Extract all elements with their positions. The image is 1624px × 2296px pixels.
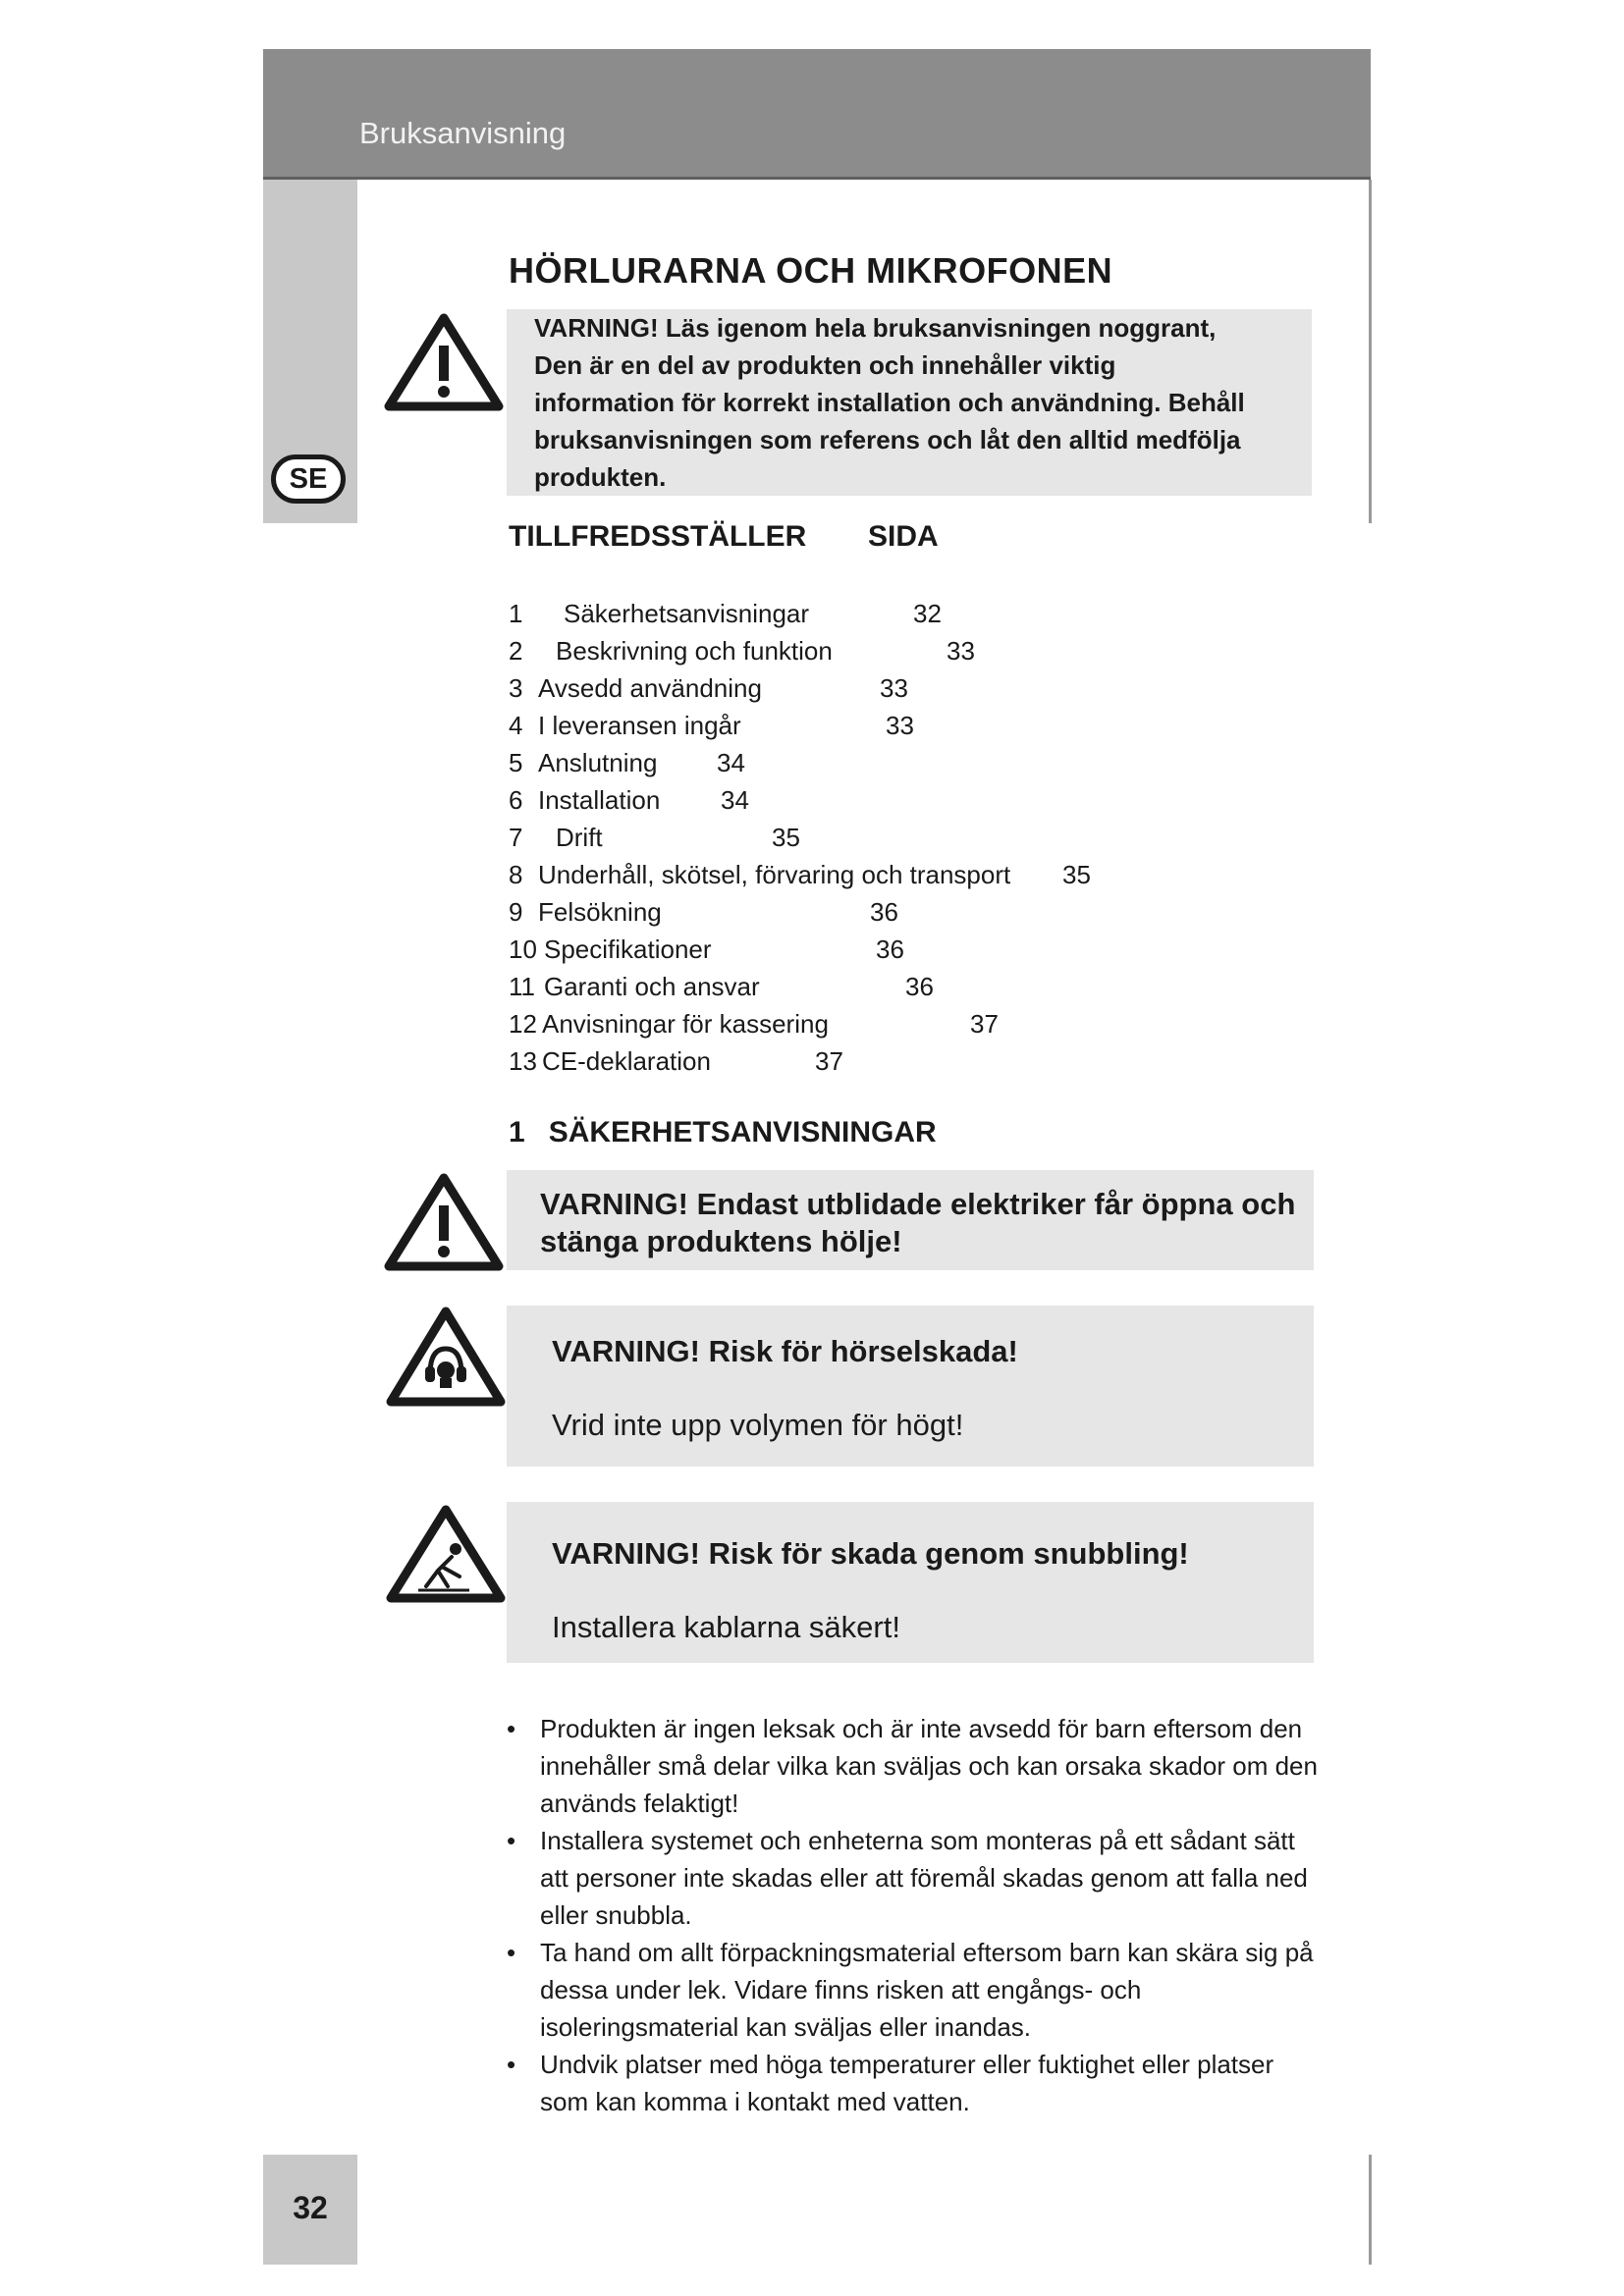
toc-item-number: 4 bbox=[509, 711, 523, 740]
warning-box-electrician bbox=[507, 1170, 1314, 1270]
intro-warning-text bbox=[534, 309, 1300, 496]
toc-item-page: 33 bbox=[886, 711, 914, 740]
right-rule bbox=[1369, 180, 1372, 523]
header-rule bbox=[263, 177, 1371, 180]
toc-item-number: 12 bbox=[509, 1009, 537, 1039]
side-tab bbox=[263, 180, 357, 523]
list-item: • Undvik platser med höga temperaturer eller fuktighet eller platser som kan komma i kontakt med vatten. bbox=[501, 2046, 1326, 2120]
trip-hazard-icon bbox=[385, 1504, 507, 1604]
toc-item-label: Anslutning bbox=[538, 748, 658, 777]
section1-number: 1 bbox=[509, 1116, 525, 1148]
toc-item-label: Felsökning bbox=[538, 897, 662, 927]
toc-heading-right: SIDA bbox=[868, 520, 939, 553]
toc-item-label: Underhåll, skötsel, förvaring och transport bbox=[538, 860, 1011, 889]
toc-item-label: Säkerhetsanvisningar bbox=[564, 599, 810, 628]
header-bar bbox=[263, 49, 1371, 177]
toc-item-page: 36 bbox=[905, 972, 934, 1001]
toc-item-page: 37 bbox=[815, 1046, 843, 1076]
toc-item-number: 11 bbox=[509, 972, 535, 1001]
toc-item-page: 33 bbox=[880, 673, 908, 703]
intro-warning-line: information för korrekt installation och användning. Behåll bbox=[534, 388, 1245, 417]
safety-bullet-list bbox=[501, 1710, 1326, 2120]
warning-body: Installera kablarna säkert! bbox=[552, 1610, 900, 1644]
toc-item-label: Specifikationer bbox=[544, 934, 712, 964]
intro-warning-line: Den är en del av produkten och innehåller viktig bbox=[534, 350, 1116, 380]
toc-item-page: 36 bbox=[870, 897, 898, 927]
toc-item-number: 5 bbox=[509, 748, 523, 777]
header-title: Bruksanvisning bbox=[359, 116, 567, 150]
toc-item-number: 6 bbox=[509, 785, 523, 815]
toc-item-label: Avsedd användning bbox=[538, 673, 762, 703]
list-item: • Produkten är ingen leksak och är inte avsedd för barn eftersom den innehåller små delar vilka kan sväljas och kan orsaka skador om den används felaktigt! bbox=[501, 1710, 1326, 1822]
warning-title bbox=[540, 1186, 1306, 1260]
warning-body: Vrid inte upp volymen för högt! bbox=[552, 1408, 964, 1442]
toc-item-number: 2 bbox=[509, 636, 523, 666]
toc-item-number: 10 bbox=[509, 934, 537, 964]
footer-rule bbox=[1369, 2155, 1372, 2265]
toc-item-number: 9 bbox=[509, 897, 523, 927]
toc-item-label: Anvisningar för kassering bbox=[542, 1009, 829, 1039]
intro-warning-line: bruksanvisningen som referens och låt den alltid medfölja bbox=[534, 425, 1241, 454]
toc-item-page: 33 bbox=[947, 636, 975, 666]
section1-heading bbox=[509, 1116, 937, 1149]
toc-item-page: 35 bbox=[1062, 860, 1091, 889]
toc-item-page: 34 bbox=[717, 748, 745, 777]
toc-heading-left: TILLFREDSSTÄLLER bbox=[509, 520, 807, 553]
language-badge: SE bbox=[271, 454, 346, 504]
toc-item-number: 13 bbox=[509, 1046, 537, 1076]
toc-item-page: 34 bbox=[721, 785, 749, 815]
warning-triangle-icon bbox=[383, 1172, 505, 1272]
warning-box-hearing bbox=[507, 1306, 1314, 1467]
section-heading: HÖRLURARNA OCH MIKROFONEN bbox=[509, 250, 1113, 291]
warning-triangle-icon bbox=[383, 312, 505, 412]
toc-item-label: Drift bbox=[556, 823, 603, 852]
toc-item-label: Garanti och ansvar bbox=[544, 972, 760, 1001]
toc-item-number: 7 bbox=[509, 823, 523, 852]
warning-box-tripping bbox=[507, 1502, 1314, 1663]
toc-item-number: 8 bbox=[509, 860, 523, 889]
page-number: 32 bbox=[293, 2190, 328, 2225]
toc-item-label: I leveransen ingår bbox=[538, 711, 741, 740]
toc-item-label: CE-deklaration bbox=[542, 1046, 711, 1076]
intro-warning-line: VARNING! Läs igenom hela bruksanvisningen noggrant, bbox=[534, 313, 1217, 343]
toc-item-page: 37 bbox=[970, 1009, 999, 1039]
warning-title-line: VARNING! Endast utblidade elektriker får öppna och bbox=[540, 1187, 1296, 1221]
list-item: • Installera systemet och enheterna som monteras på ett sådant sätt att personer inte skadas eller att föremål skadas genom att falla ned eller snubbla. bbox=[501, 1822, 1326, 1934]
warning-title-line: stänga produktens hölje! bbox=[540, 1224, 902, 1258]
toc-item-label: Beskrivning och funktion bbox=[556, 636, 833, 666]
toc-item-page: 35 bbox=[772, 823, 800, 852]
toc-item-number: 1 bbox=[509, 599, 523, 628]
warning-title: VARNING! Risk för skada genom snubbling! bbox=[552, 1536, 1189, 1571]
intro-warning-line: produkten. bbox=[534, 462, 667, 492]
toc-item-number: 3 bbox=[509, 673, 523, 703]
toc-item-label: Installation bbox=[538, 785, 661, 815]
intro-warning-box bbox=[507, 309, 1312, 496]
hearing-protection-icon bbox=[385, 1306, 507, 1408]
footer-tab bbox=[263, 2155, 357, 2265]
section1-title: SÄKERHETSANVISNINGAR bbox=[548, 1116, 937, 1148]
list-item: • Ta hand om allt förpackningsmaterial eftersom barn kan skära sig på dessa under lek. Vidare finns risken att engångs- och isoleringsmaterial kan sväljas eller inandas. bbox=[501, 1934, 1326, 2046]
toc-item-page: 36 bbox=[876, 934, 904, 964]
warning-title: VARNING! Risk för hörselskada! bbox=[552, 1334, 1018, 1368]
toc-item-page: 32 bbox=[913, 599, 942, 628]
